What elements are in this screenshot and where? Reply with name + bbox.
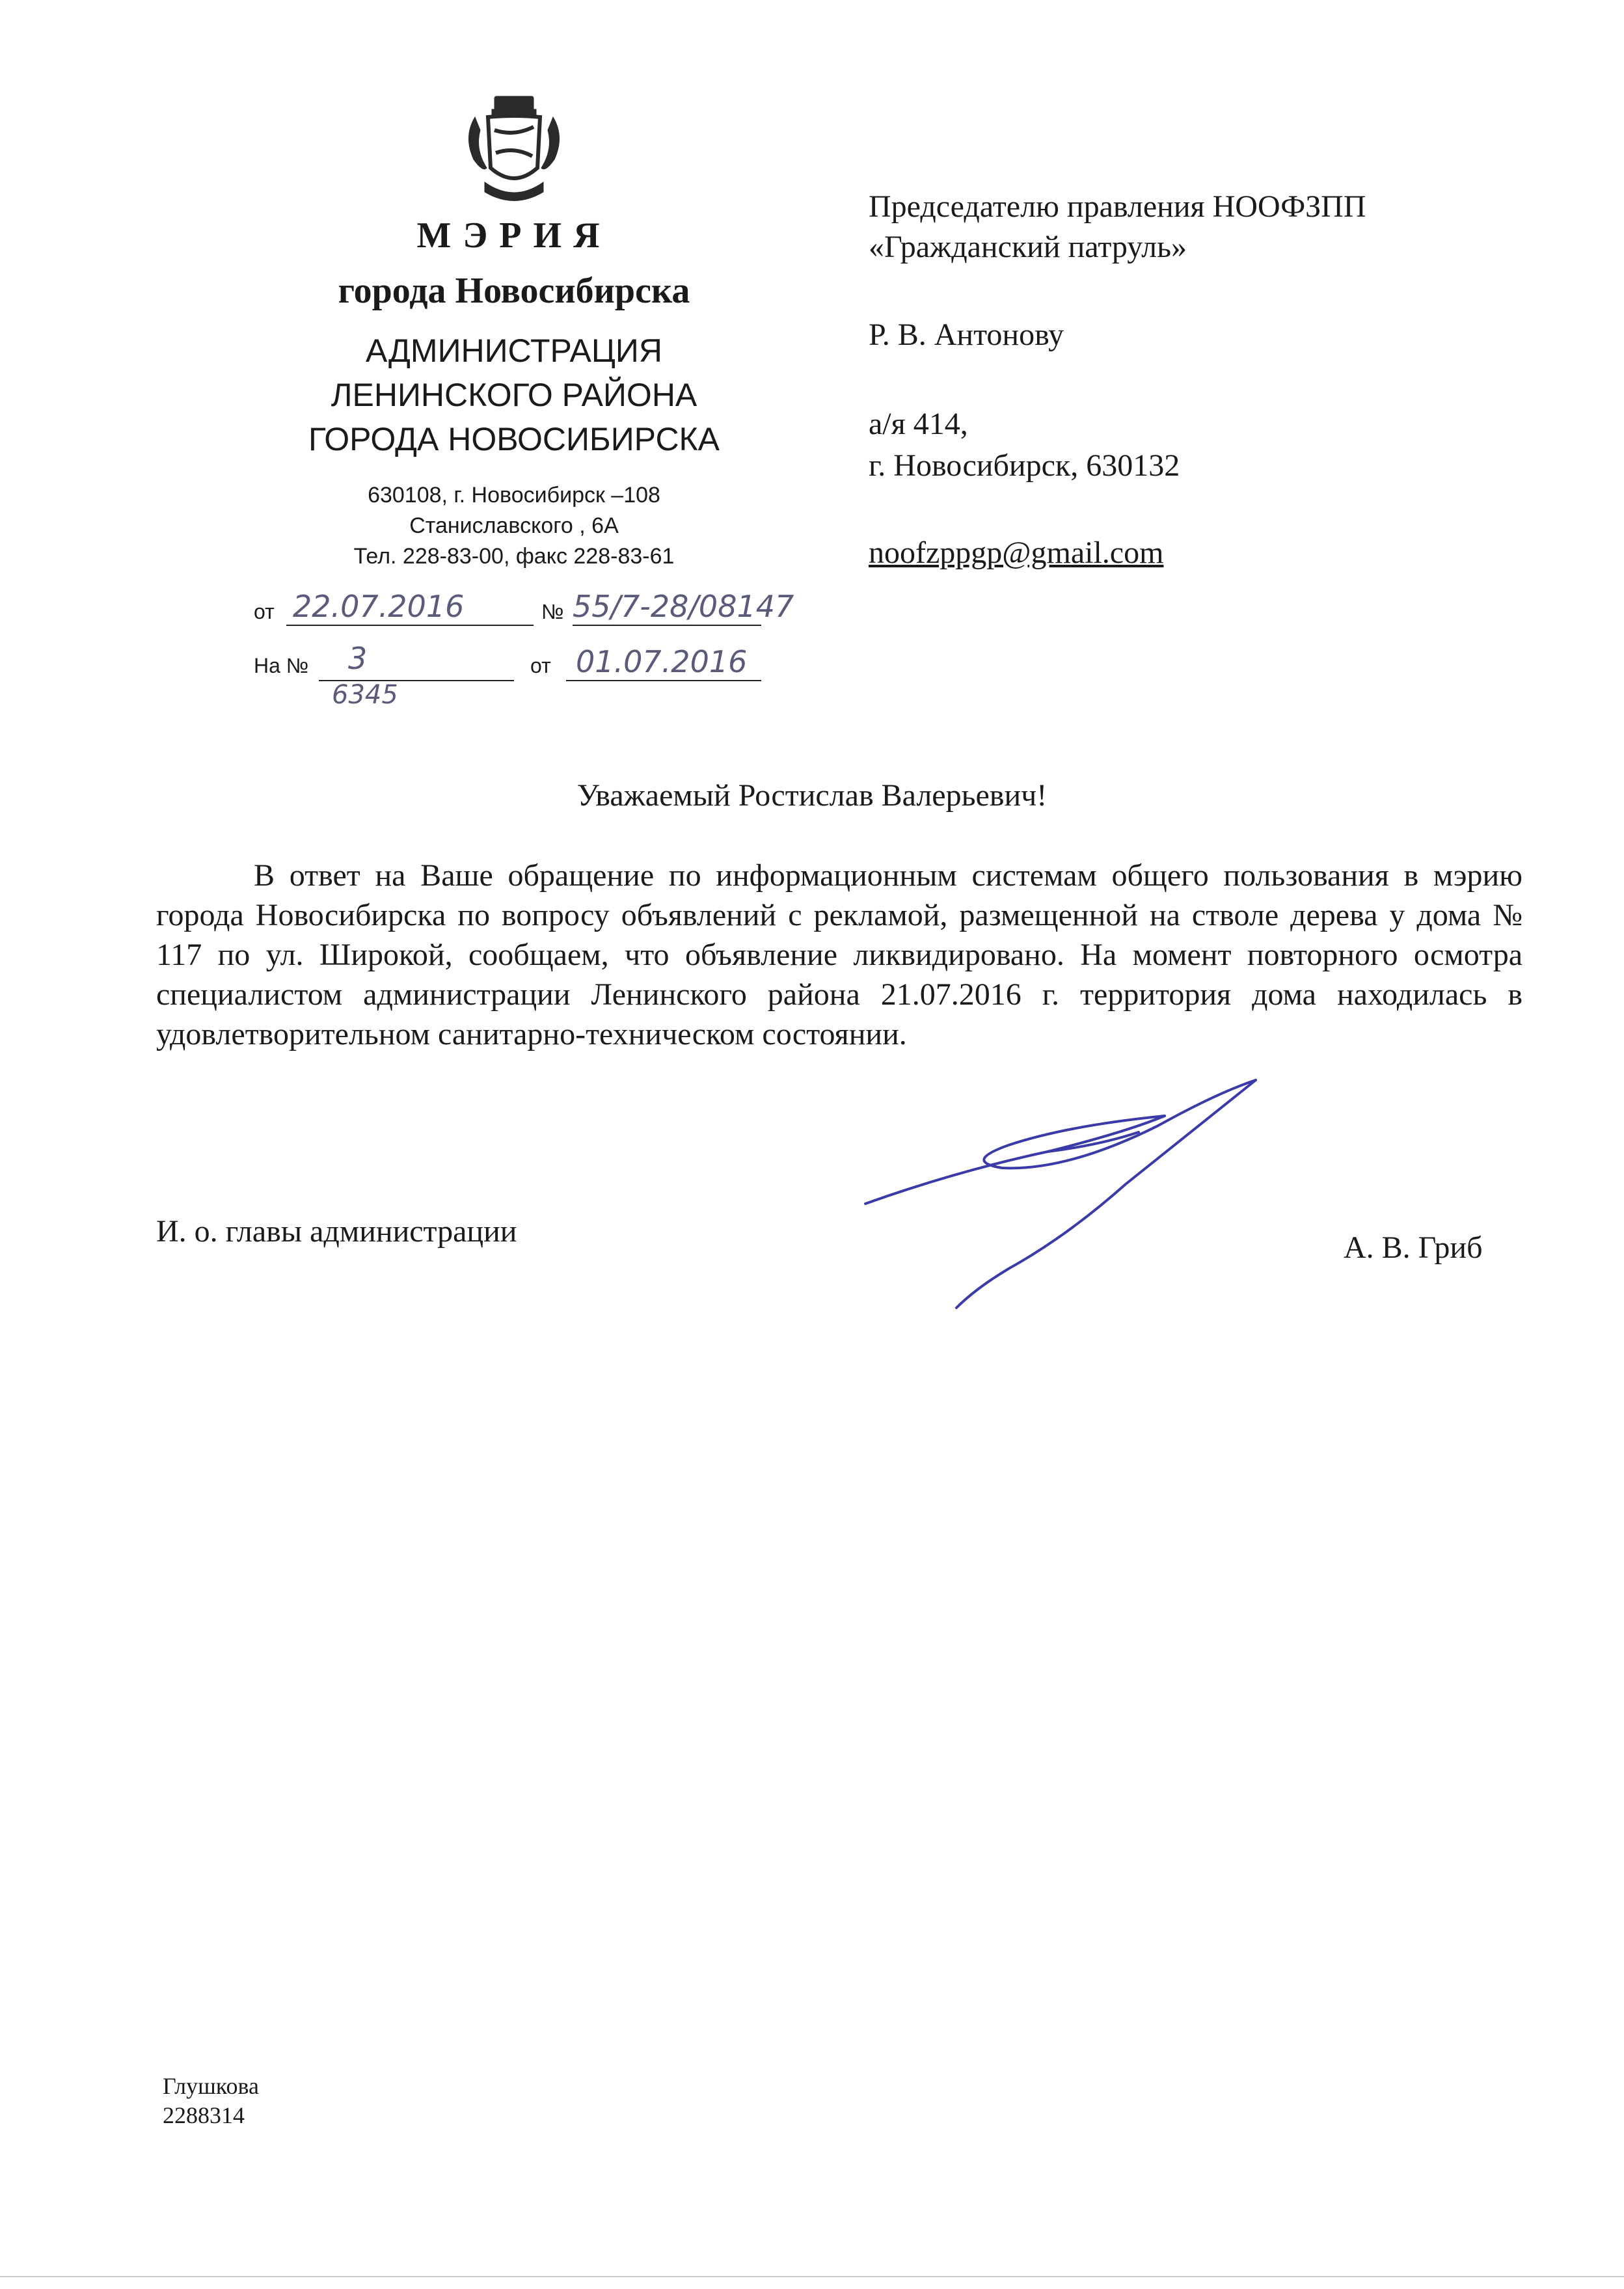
letterhead-title: МЭРИЯ (416, 215, 612, 256)
letterhead-address-line: Тел. 228-83-00, факс 228-83-61 (353, 544, 675, 569)
reply-from-label: от (530, 654, 551, 677)
reply-label: На № (254, 654, 309, 677)
ref-from-label: от (254, 600, 275, 623)
scan-edge-divider (0, 2276, 1624, 2277)
recipient-line: «Гражданский патруль» (869, 230, 1187, 264)
letterhead-administration-line: ГОРОДА НОВОСИБИРСКА (308, 421, 720, 457)
reply-date-line (566, 680, 761, 681)
letterhead-city: города Новосибирска (338, 271, 690, 311)
recipient-line: а/я 414, (869, 407, 968, 441)
coat-of-arms-icon (449, 91, 579, 211)
recipient-line: г. Новосибирск, 630132 (869, 448, 1180, 483)
ref-date-line (286, 625, 534, 626)
signature-position: И. о. главы администрации (156, 1214, 517, 1249)
letterhead-administration-line: ЛЕНИНСКОГО РАЙОНА (331, 377, 697, 413)
recipient-email[interactable]: noofzppgp@gmail.com (869, 535, 1164, 570)
ref-date: 22.07.2016 (293, 589, 465, 624)
recipient-line: Председателю правления НООФЗПП (869, 189, 1366, 224)
recipient-line: Р. В. Антонову (869, 318, 1064, 352)
letterhead-address-line: 630108, г. Новосибирск –108 (368, 483, 660, 508)
ref-number-label: № (541, 600, 564, 623)
executor-phone: 2288314 (163, 2102, 245, 2128)
signature-name: А. В. Гриб (1344, 1230, 1483, 1265)
reply-note: 6345 (332, 680, 398, 710)
executor-name: Глушкова (163, 2073, 259, 2099)
ref-number-line (573, 625, 761, 626)
salutation: Уважаемый Ростислав Валерьевич! (576, 778, 1048, 813)
signature-icon (852, 1054, 1282, 1327)
reply-date: 01.07.2016 (576, 644, 748, 679)
letterhead-administration-line: АДМИНИСТРАЦИЯ (366, 332, 662, 369)
letter-body: В ответ на Ваше обращение по информационным системам общего пользования в мэрию города Новосибирска по вопросу объявлений с рекламой, размещенной на стволе дерева у дома № 117 по ул. Широкой, сообщаем, что объявление ликвидировано. На момент повторного осмотра специалистом администрации Ленинского района 21.07.2016 г. территория дома находилась в удовлетворительном санитарно-техническом состоянии. (156, 858, 1522, 1051)
reply-number: 3 (348, 641, 368, 676)
letterhead-address-line: Станиславского , 6А (409, 513, 619, 538)
ref-number: 55/7-28/08147 (573, 589, 794, 624)
